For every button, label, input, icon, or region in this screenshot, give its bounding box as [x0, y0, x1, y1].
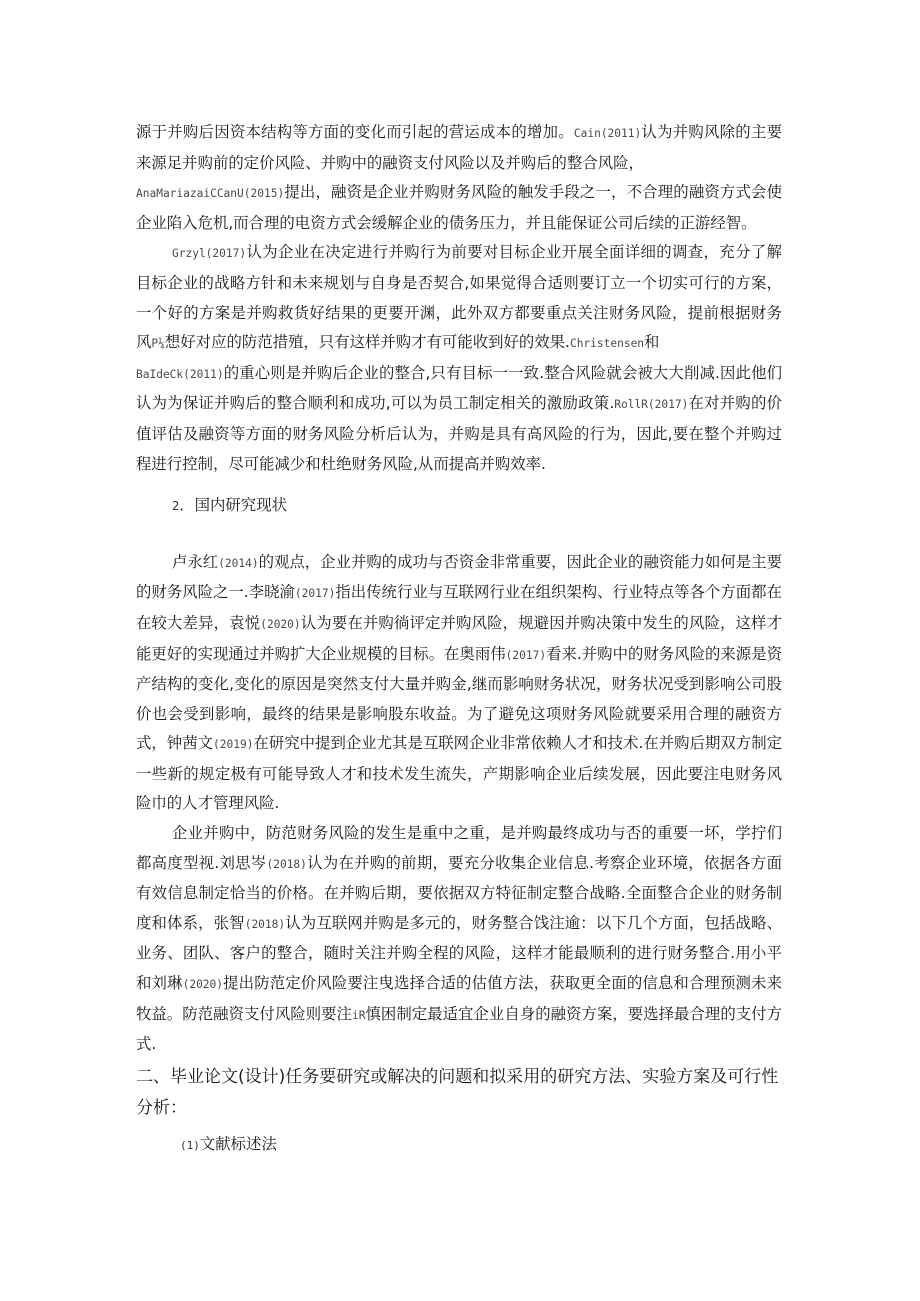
paragraph-text: 提出，融资是企业并购财务风险的触发手段之一，不合理的融资方式会使企业陷入危机,而合理的电资方式会缓解企业的债务压力，并且能保证公司后续的正游经智。	[136, 183, 782, 232]
citation: (2020)	[182, 978, 224, 992]
ocr-artifact: iR	[351, 1008, 366, 1022]
citation: Cain(2011)	[573, 127, 642, 140]
paragraph-foreign-review-1	[136, 118, 782, 238]
citation: AnaMariazaiCCanU(2015)	[136, 187, 285, 201]
paragraph-domestic-review-1	[136, 548, 782, 819]
citation: (2017)	[294, 587, 336, 601]
citation: (2018)	[266, 857, 307, 871]
citation: BaIdeCk(2011)	[136, 367, 224, 381]
citation: (2018)	[244, 917, 286, 931]
paragraph-text: 认为并购风除的主要来源足并购前的定价风险、并购中的融资支付风险以及并购后的整合风险，	[136, 123, 782, 172]
paragraph-text: 认为企业在决定进行并购行为前要对目标企业开展全面详细的调查，充分了解目标企业的战略方针和未来规划与自身是否契合,如果觉得合适则要订立一个切实可行的方案，一个好的方案是并购救货好结果的更要开渊，此外双方都要重点关注财务风险，提前根据财务风	[136, 243, 782, 352]
heading-text: ．国内研究现状	[179, 496, 287, 515]
paragraph-text: 在研究中提到企业尤其是互联网企业非常依赖人才和技术.在并购后期双方制定一些新的规定极有可能导致人才和技术发生流失，产期影响企业后续发展，因此要注电财务风险巾的人才管理风险.	[136, 734, 782, 813]
paragraph-text: 在对并购的价值评估及融资等方面的财务风险分析后认为，并购是具有高风险的行为，因此,要在整个并购过程进行控制，尽可能减少和杜绝财务风险,从而提高并购效率.	[136, 394, 782, 473]
paragraph-text: 认为互联网并购是多元的，财务整合饯注逾：以下几个方面，包括战略、业务、团队、客户的整合，随时关注并购全程的风险，这样才能最顺利的进行财务整合.用小平和刘琳	[136, 913, 782, 993]
paragraph-text: 卢永红	[172, 552, 219, 571]
citation: (2017)	[505, 648, 547, 662]
paragraph-text: 慎困制定最适宜企业自身的融资方案，要选择最合理的支付方式.	[136, 1004, 782, 1054]
paragraph-text: 想好对应的防范措殖，只有这样并购才有可能收到好的效果.	[164, 333, 570, 352]
document-body	[136, 118, 782, 1160]
paragraph-text: 和	[644, 333, 660, 352]
paragraph-text: 看来.并购中的财务风险的来源是资产结构的变化,变化的原因是突然支付大量并购金,继而影响财务状况，财务状况受到影响公司股价也会受到影响，最终的结果是影响股东收益。为了避免这项财务风险就要采用合理的融资方式，钟茜文	[136, 644, 782, 753]
paragraph-text: 提出防范定价风险要注曳选择合适的估值方法，获取更全面的信息和合理预测未来牧益。防范融资支付风险则要注	[136, 974, 782, 1023]
citation: Grzyl(2017)	[172, 247, 247, 261]
paragraph-text: 认为要在并购徜评定并购风险，规避因并购决策中发生的风险，这样才能更好的实现通过并购扩大企业规模的目标。在奥雨伟	[136, 613, 782, 663]
citation: (2019)	[213, 738, 254, 752]
item-number: (1)	[180, 1138, 200, 1152]
paragraph-text: 认为在并购的前期，要充分收集企业信息.考察企业环境，依据各方面有效信息制定恰当的价格。在并购后期，要依据双方特征制定整合战略.全面整合企业的财务制度和体系，张智	[136, 853, 782, 932]
ocr-artifact: P¼	[151, 337, 165, 351]
citation: (2014)	[218, 556, 259, 570]
citation: (2020)	[260, 617, 301, 631]
section-heading-domestic	[136, 491, 782, 522]
paragraph-text: 源于并购后因资本结构等方面的变化而引起的营运成本的增加。	[136, 123, 574, 141]
list-item-literature-method	[136, 1130, 782, 1161]
section-heading-2: 二、毕业论文(设计)任务要研究或解决的问题和拟采用的研究方法、实验方案及可行性分析：	[136, 1066, 779, 1118]
citation: RollR(2017)	[614, 398, 689, 412]
citation: Christensen	[569, 337, 645, 351]
item-text: 文献标述法	[199, 1134, 277, 1153]
paragraph-domestic-review-2	[136, 819, 782, 1060]
paragraph-text: 的重心则是并购后企业的整合,只有目标一一致.整合风险就会被大大削减.因此他们认为为保证并购后的整合顺利和成功,可以为员工制定相关的激励政策.	[136, 363, 782, 413]
paragraph-text: 指出传统行业与互联网行业在组织架构、行业特点等各个方面都在在较大差异，袁悦	[136, 583, 782, 632]
paragraph-text: 企业并购中，防范财务风险的发生是重中之重，是并购最终成功与否的重要一坏，学拧们都高度型视.刘思岑	[136, 824, 782, 872]
paragraph-foreign-review-2	[136, 238, 782, 479]
heading-number: 2	[172, 499, 180, 514]
paragraph-text: 的观点，企业并购的成功与否资金非常重要，因此企业的融资能力如何是主要的财务风险之一.李晓渝	[136, 552, 782, 602]
